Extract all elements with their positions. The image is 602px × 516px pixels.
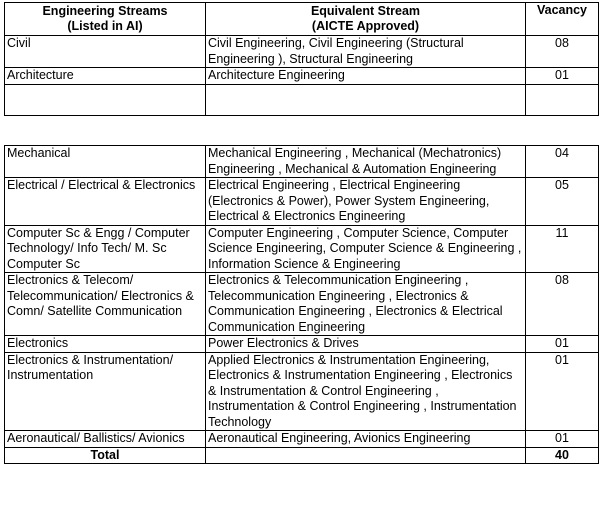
empty-cell <box>5 84 206 115</box>
vacancy-cell: 11 <box>526 225 599 273</box>
total-value: 40 <box>526 447 599 464</box>
table-row <box>5 178 599 226</box>
stream-cell: Electronics <box>5 336 206 353</box>
equivalent-cell: Architecture Engineering <box>206 68 526 85</box>
stream-cell: Mechanical <box>5 146 206 178</box>
table-row <box>5 225 599 273</box>
table-row <box>5 146 599 178</box>
vacancy-table-bottom <box>4 145 599 464</box>
vacancy-cell: 01 <box>526 68 599 85</box>
equivalent-cell: Electrical Engineering , Electrical Engineering (Electronics & Power), Power System Engineering, Electrical & Electronics Engineering <box>206 178 526 226</box>
empty-cell <box>206 447 526 464</box>
equivalent-cell: Power Electronics & Drives <box>206 336 526 353</box>
stream-cell: Computer Sc & Engg / Computer Technology/ Info Tech/ M. Sc Computer Sc <box>5 225 206 273</box>
stream-cell: Architecture <box>5 68 206 85</box>
empty-cell <box>206 84 526 115</box>
vacancy-cell: 04 <box>526 146 599 178</box>
vacancy-cell: 05 <box>526 178 599 226</box>
stream-cell: Electronics & Telecom/ Telecommunication/ Electronics & Comn/ Satellite Communication <box>5 273 206 336</box>
total-label: Total <box>5 447 206 464</box>
header-equivalent-stream: Equivalent Stream (AICTE Approved) <box>206 3 526 36</box>
table-row <box>5 431 599 448</box>
vacancy-cell: 01 <box>526 336 599 353</box>
stream-cell: Electronics & Instrumentation/ Instrumentation <box>5 352 206 431</box>
vacancy-cell: 08 <box>526 273 599 336</box>
total-row <box>5 447 599 464</box>
vacancy-cell: 08 <box>526 36 599 68</box>
table-row <box>5 68 599 85</box>
vacancy-table-top <box>4 2 599 116</box>
stream-cell: Electrical / Electrical & Electronics <box>5 178 206 226</box>
equivalent-cell: Computer Engineering , Computer Science, Computer Science Engineering, Computer Science & Engineering , Information Science & Engineering <box>206 225 526 273</box>
empty-cell <box>526 84 599 115</box>
table-row <box>5 36 599 68</box>
vacancy-cell: 01 <box>526 431 599 448</box>
table-header-row <box>5 3 599 36</box>
vacancy-cell: 01 <box>526 352 599 431</box>
header-vacancy: Vacancy <box>526 3 599 36</box>
stream-cell: Civil <box>5 36 206 68</box>
header-engineering-streams: Engineering Streams (Listed in AI) <box>5 3 206 36</box>
equivalent-cell: Electronics & Telecommunication Engineering , Telecommunication Engineering , Electronics & Communication Engineering , Electronics & Electrical Communication Engineering <box>206 273 526 336</box>
equivalent-cell: Mechanical Engineering , Mechanical (Mechatronics) Engineering , Mechanical & Automation Engineering <box>206 146 526 178</box>
table-row <box>5 336 599 353</box>
equivalent-cell: Aeronautical Engineering, Avionics Engineering <box>206 431 526 448</box>
table-row <box>5 273 599 336</box>
table-row <box>5 352 599 431</box>
equivalent-cell: Applied Electronics & Instrumentation Engineering, Electronics & Instrumentation Engineering , Electronics & Instrumentation & Control Engineering , Instrumentation & Control Engineering , Instrumentation Technology <box>206 352 526 431</box>
table-spacer-row <box>5 84 599 115</box>
stream-cell: Aeronautical/ Ballistics/ Avionics <box>5 431 206 448</box>
equivalent-cell: Civil Engineering, Civil Engineering (Structural Engineering ), Structural Engineering <box>206 36 526 68</box>
